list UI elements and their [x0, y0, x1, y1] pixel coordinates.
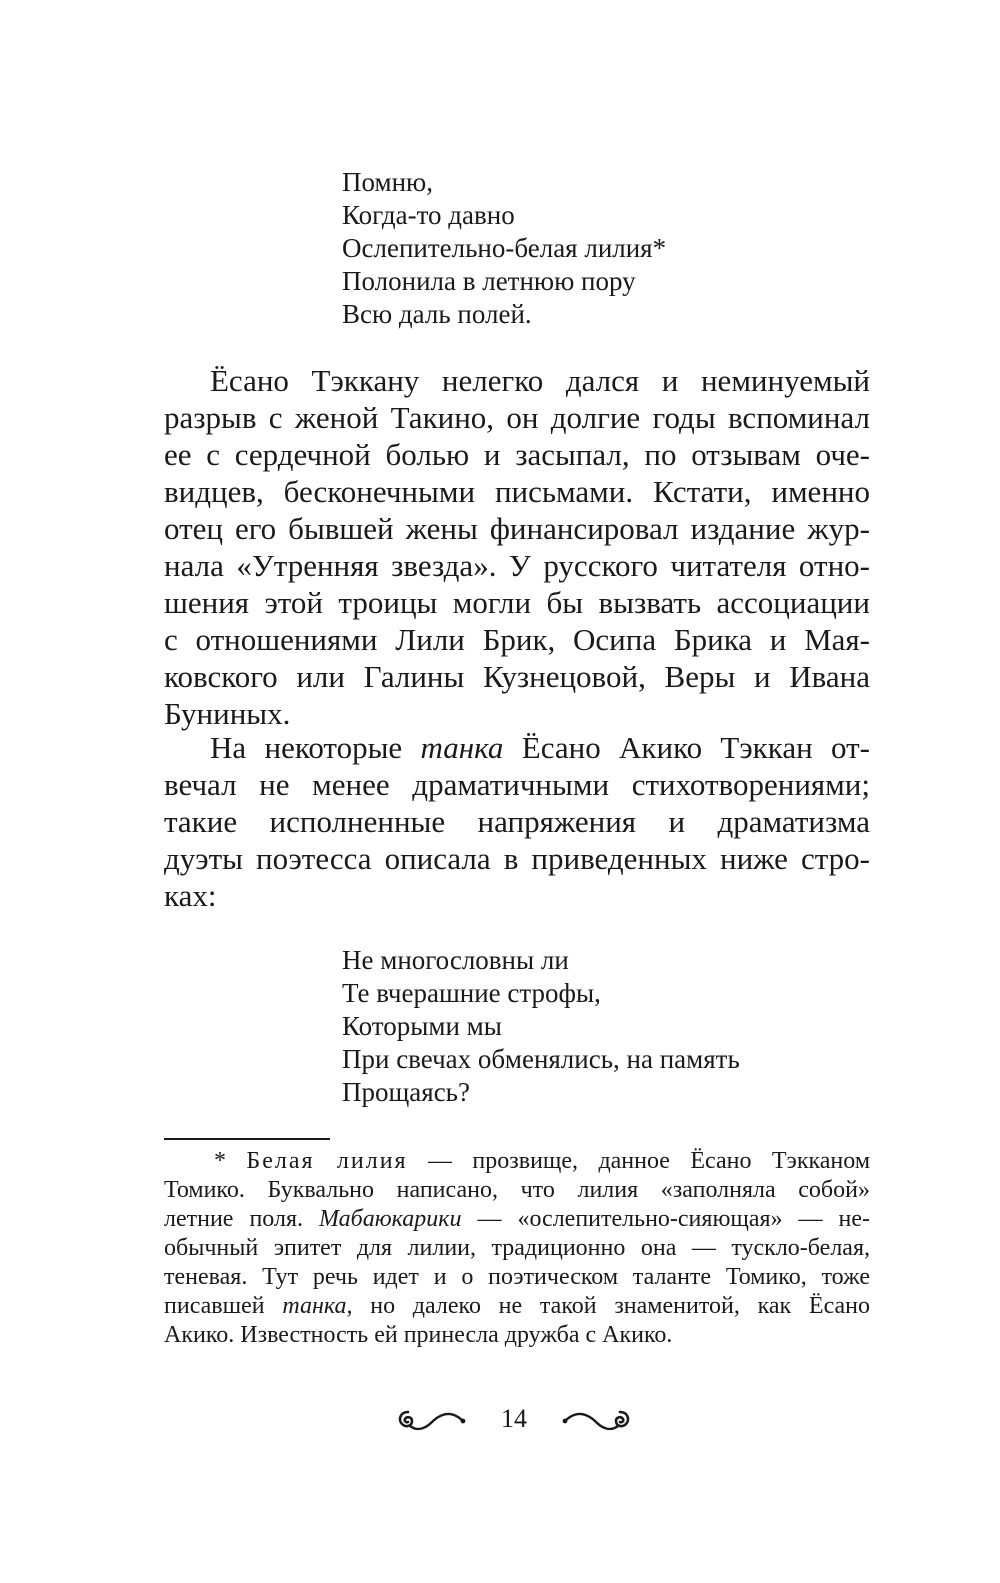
swirl-ornament-icon — [396, 1406, 466, 1436]
poem-line: Прощаясь? — [342, 1077, 470, 1107]
italic-term: Мабаюкарики — [318, 1206, 462, 1232]
footnote-rule — [164, 1138, 330, 1140]
text-run: писавшей — [164, 1293, 283, 1319]
paragraph-line: ках: — [164, 878, 217, 913]
footnote-line: теневая. Тут речь идет и о поэтическом таланте Томико, тоже — [164, 1264, 870, 1290]
poem-2 — [342, 944, 740, 1109]
text-run: летние поля. — [164, 1206, 319, 1232]
text-run: На некоторые — [210, 730, 421, 765]
paragraph-line: шения этой троицы могли бы вызвать ассоциации — [164, 585, 870, 620]
footnote-line — [164, 1292, 870, 1321]
paragraph-line — [164, 729, 870, 766]
page-folio — [396, 1400, 632, 1440]
italic-term: танка — [420, 730, 504, 765]
paragraph-line: Ёсано Тэккану нелегко дался и неминуемый — [210, 363, 870, 398]
paragraph-line: с отношениями Лили Брик, Осипа Брика и Мая- — [164, 622, 870, 657]
paragraph-line: ковского или Галины Кузнецовой, Веры и Ивана — [164, 659, 870, 694]
footnote-line: Томико. Буквально написано, что лилия «заполняла собой» — [164, 1177, 870, 1203]
poem-line: Помню, — [342, 167, 433, 197]
footnote-line: Акико. Известность ей принесла дружба с Акико. — [164, 1322, 673, 1348]
footnote-term: Белая лилия — [246, 1148, 408, 1174]
footnote — [164, 1147, 870, 1350]
paragraph-line: ее с сердечной болью и засыпал, по отзывам оче- — [164, 437, 870, 472]
poem-line: При свечах обменялись, на память — [342, 1044, 740, 1074]
poem-line: Которыми мы — [342, 1011, 502, 1041]
paragraph-line: разрыв с женой Такино, он долгие годы вспоминал — [164, 400, 870, 435]
footnote-line — [164, 1147, 870, 1176]
page-number: 14 — [501, 1404, 527, 1433]
poem-line: Когда-то давно — [342, 200, 515, 230]
text-run: но далеко не такой знаменитой, как Ёсано — [352, 1293, 871, 1319]
text-run: Ёсано Акико Тэккан от- — [503, 730, 870, 765]
text-run: — прозвище, данное Ёсано Тэкканом — [407, 1148, 870, 1174]
poem-line: Те вчерашние строфы, — [342, 978, 601, 1008]
poem-line: Всю даль полей. — [342, 299, 532, 329]
poem-line: Не многословны ли — [342, 945, 569, 975]
footnote-mark: * — [214, 1148, 247, 1174]
paragraph-2 — [164, 729, 870, 914]
paragraph-line: такие исполненные напряжения и драматизма — [164, 804, 870, 839]
paragraph-line: Буниных. — [164, 696, 291, 731]
italic-term: танка, — [282, 1293, 353, 1319]
paragraph-1 — [164, 362, 870, 732]
poem-1 — [342, 166, 666, 331]
swirl-ornament-icon — [562, 1406, 632, 1436]
paragraph-line: отец его бывшей жены финансировал издание жур- — [164, 511, 870, 546]
footnote-line: обычный эпитет для лилии, традиционно она — тускло-белая, — [164, 1235, 870, 1261]
paragraph-line: дуэты поэтесса описала в приведенных ниже стро- — [164, 841, 870, 876]
footnote-line — [164, 1205, 870, 1234]
poem-line: Ослепительно-белая лилия* — [342, 233, 667, 263]
paragraph-line: видцев, бесконечными письмами. Кстати, именно — [164, 474, 870, 509]
poem-line: Полонила в летнюю пору — [342, 266, 636, 296]
paragraph-line: вечал не менее драматичными стихотворениями; — [164, 767, 870, 802]
paragraph-line: нала «Утренняя звезда». У русского читателя отно- — [164, 548, 870, 583]
text-run: — «ослепительно-сияющая» — не- — [461, 1206, 870, 1232]
